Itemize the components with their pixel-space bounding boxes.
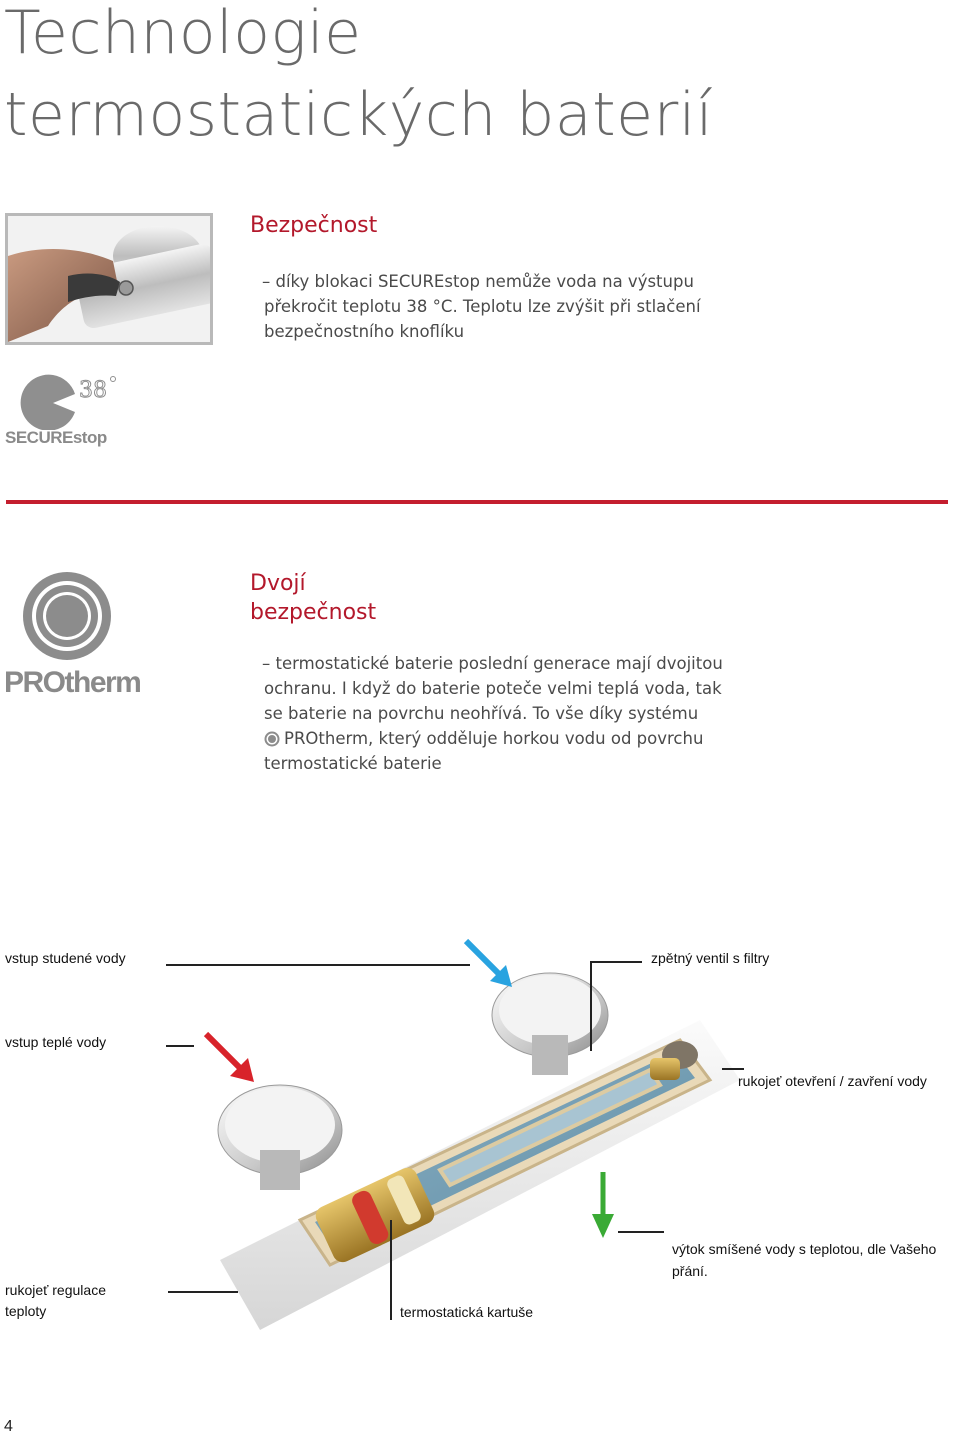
leader-check-valve-v	[590, 961, 592, 1051]
protherm-heading	[250, 569, 376, 627]
hand-pressing-button-photo	[5, 213, 213, 345]
hot-water-arrow-icon	[200, 1028, 260, 1088]
section-divider	[6, 500, 948, 504]
protherm-line-4-text: PROtherm, který odděluje horkou vodu od povrchu	[284, 729, 704, 748]
leader-temperature-handle	[168, 1291, 238, 1293]
label-check-valve: zpětný ventil s filtry	[651, 950, 770, 966]
securestop-logo	[5, 370, 120, 455]
securestop-description	[264, 269, 734, 344]
leader-cold-inlet	[166, 964, 470, 966]
protherm-heading-line-2: bezpečnost	[250, 600, 377, 625]
securestop-line-3: bezpečnostního knoflíku	[264, 322, 465, 341]
protherm-line-4	[264, 726, 744, 751]
leader-hot-inlet	[166, 1045, 194, 1047]
protherm-logo	[4, 570, 139, 700]
protherm-line-1: – termostatické baterie poslední generace mají dvojitou	[262, 654, 723, 673]
securestop-logo-text: SECUREstop	[5, 428, 107, 447]
title-line-1: Technologie	[4, 0, 362, 68]
label-temp-handle-line-1: rukojeť regulace	[5, 1282, 106, 1298]
leader-cartridge	[390, 1220, 392, 1320]
label-outlet	[672, 1238, 936, 1282]
leader-open-close-handle	[722, 1068, 744, 1070]
page-title	[4, 0, 713, 156]
label-temperature-handle	[5, 1280, 106, 1322]
securestop-gauge-icon	[5, 370, 120, 430]
protherm-circle-icon	[4, 570, 139, 662]
protherm-heading-line-1: Dvojí	[250, 571, 306, 596]
leader-outlet	[618, 1231, 664, 1233]
label-open-close-handle: rukojeť otevření / zavření vody	[738, 1073, 927, 1089]
label-hot-inlet: vstup teplé vody	[5, 1034, 107, 1050]
protherm-description	[264, 651, 744, 776]
label-outlet-line-2: přání.	[672, 1263, 708, 1279]
protherm-line-2: ochranu. I když do baterie poteče velmi teplá voda, tak	[264, 679, 722, 698]
protherm-line-5: termostatické baterie	[264, 754, 442, 773]
label-outlet-line-1: výtok smíšené vody s teplotou, dle Vašeho	[672, 1241, 937, 1257]
securestop-heading: Bezpečnost	[250, 213, 378, 238]
title-line-2: termostatických baterií	[4, 80, 714, 150]
page-number: 4	[4, 1418, 13, 1435]
leader-check-valve-h	[590, 961, 642, 963]
label-cold-inlet: vstup studené vody	[5, 950, 126, 966]
protherm-line-3: se baterie na povrchu neohřívá. To vše díky systému	[264, 704, 699, 723]
securestop-line-1: – díky blokaci SECUREstop nemůže voda na výstupu	[262, 272, 694, 291]
label-temp-handle-line-2: teploty	[5, 1303, 47, 1319]
securestop-line-2: překročit teplotu 38 °C. Teplotu lze zvýšit při stlačení	[264, 297, 701, 316]
svg-text:38: 38	[79, 378, 107, 403]
protherm-logo-text: PROtherm	[4, 666, 141, 699]
protherm-small-icon	[264, 731, 280, 747]
label-cartridge: termostatická kartuše	[400, 1304, 534, 1320]
mixed-water-outlet-arrow-icon	[588, 1170, 618, 1240]
thermostat-cutaway-illustration	[180, 960, 740, 1340]
